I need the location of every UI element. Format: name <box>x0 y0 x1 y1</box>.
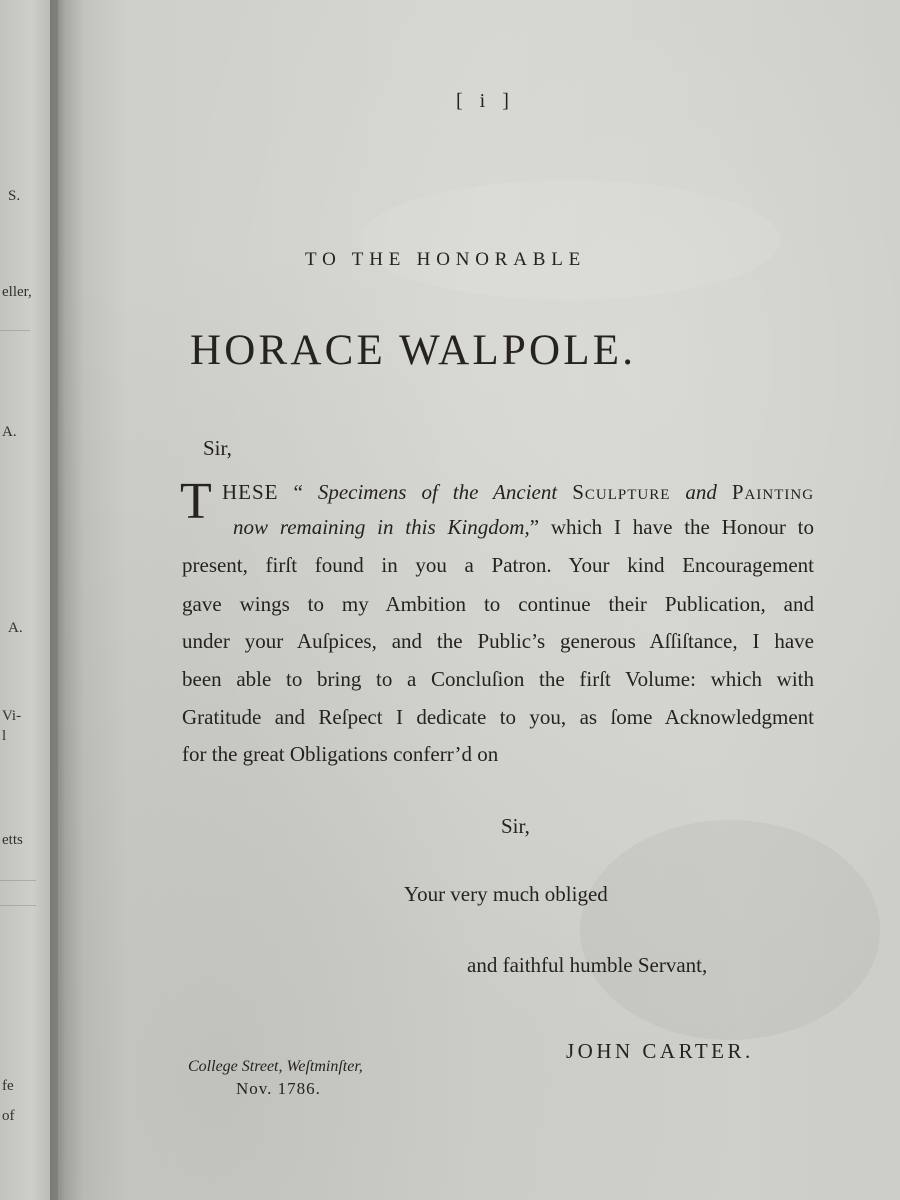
facing-page-fragment: A. <box>8 620 23 636</box>
body-line: been able to bring to a Concluſion the firſt Volume: which with <box>182 667 814 691</box>
faint-rule <box>0 880 36 881</box>
facing-page-fragment: fe <box>2 1078 14 1094</box>
body-line-2 <box>233 514 814 540</box>
closing-salutation: Sir, <box>501 814 530 838</box>
small-caps-word: Painting <box>731 480 815 504</box>
facing-page-fragment: S. <box>8 188 21 204</box>
body-line-1 <box>222 479 814 505</box>
dedication-page <box>60 0 900 1200</box>
paper-stain <box>580 820 880 1040</box>
facing-page-fragment: l <box>2 728 7 744</box>
recipient-name: HORACE WALPOLE. <box>190 327 637 374</box>
open-quote: “ <box>293 480 303 504</box>
dedication-heading: TO THE HONORABLE <box>305 249 587 270</box>
facing-page-fragment: etts <box>2 832 23 848</box>
italic-title-part: now remaining in this Kingdom, <box>233 515 530 539</box>
cap-rest: HESE <box>222 480 279 504</box>
body-line: Gratitude and Reſpect I dedicate to you, as ſome Acknowledgment <box>182 705 814 729</box>
facing-page-fragment: A. <box>2 424 17 440</box>
small-caps-word: Sculpture <box>572 480 671 504</box>
signature: JOHN CARTER. <box>566 1039 754 1063</box>
opening-salutation: Sir, <box>203 436 232 460</box>
body-line: for the great Obligations conferr’d on <box>182 742 499 766</box>
book-gutter <box>50 0 84 1200</box>
faint-rule <box>0 330 30 331</box>
body-line: gave wings to my Ambition to continue their Publication, and <box>182 592 814 616</box>
date: Nov. 1786. <box>236 1079 321 1098</box>
facing-page-fragment: Vi- <box>2 708 22 724</box>
body-line: under your Auſpices, and the Public’s generous Aſſiſtance, I have <box>182 629 814 653</box>
faint-rule <box>0 905 36 906</box>
address: College Street, Weſtminſter, <box>188 1058 363 1075</box>
facing-page-fragment: of <box>2 1108 15 1124</box>
facing-page-fragment: eller, <box>2 284 32 300</box>
drop-cap: T <box>180 473 212 530</box>
italic-word: and <box>685 480 717 504</box>
paper-stain <box>360 180 780 300</box>
page-number: [ i ] <box>456 90 515 112</box>
closing-line: and faithful humble Servant, <box>467 953 708 977</box>
line-text: ” which I have the Honour to <box>529 515 814 539</box>
body-line: present, firſt found in you a Patron. Your kind Encouragement <box>182 553 814 577</box>
italic-title-part: Specimens of the Ancient <box>317 480 558 504</box>
closing-line: Your very much obliged <box>404 882 608 906</box>
